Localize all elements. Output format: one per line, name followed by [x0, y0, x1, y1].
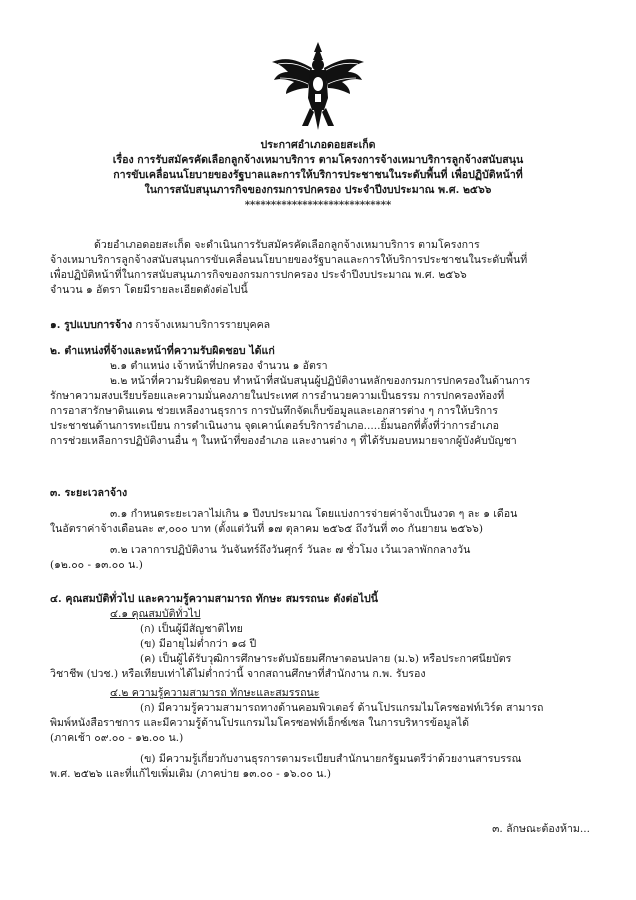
garuda-emblem-icon [268, 38, 368, 134]
section-3 [50, 486, 590, 573]
section-2-heading: ๒. ตำแหน่งที่จ้างและหน้าที่ความรับผิดชอบ ได้แก่ [50, 345, 275, 357]
separator-stars: **************************** [244, 200, 392, 211]
subject-line-2: การขับเคลื่อนนโยบายของรัฐบาลและการให้บริการประชาชนในระดับพื้นที่ เพื่อปฏิบัติหน้าที่ [113, 169, 523, 181]
section-2-2-line-2: รักษาความสงบเรียบร้อยและความมั่นคงภายในประเทศ การอำนวยความเป็นธรรม การปกครองท้องที่ [50, 390, 505, 402]
subject-line-3: ในการสนับสนุนภารกิจของกรมการปกครอง ประจำปีงบประมาณ พ.ศ. ๒๕๖๖ [144, 184, 492, 196]
section-4-1-c-line-2: วิชาชีพ (ปวช.) หรือเทียบเท่าได้ไม่ต่ำกว่านี้ จากสถานศึกษาที่สำนักงาน ก.พ. รับรอง [50, 668, 426, 680]
intro-line-1: ด้วยอำเภอดอยสะเก็ด จะดำเนินการรับสมัครคัดเลือกลูกจ้างเหมาบริการ ตามโครงการ [94, 239, 480, 251]
section-4-1-c-line-1: (ค) เป็นผู้ได้รับวุฒิการศึกษาระดับมัธยมศึกษาตอนปลาย (ม.๖) หรือประกาศนียบัตร [140, 653, 512, 665]
section-2-2-line-1: ๒.๒ หน้าที่ความรับผิดชอบ ทำหน้าที่สนับสนุนผู้ปฏิบัติงานหลักของกรมการปกครองในด้านการ [110, 375, 531, 387]
subject-line-1: เรื่อง การรับสมัครคัดเลือกลูกจ้างเหมาบริการ ตามโครงการจ้างเหมาบริการลูกจ้างสนับสนุน [112, 154, 524, 166]
section-3-2-line-2: (๑๒.๐๐ - ๑๓.๐๐ น.) [50, 559, 143, 571]
continuation-marker [50, 822, 590, 837]
section-4-2-title: ๔.๒ ความรู้ความสามารถ ทักษะและสมรรถนะ [110, 687, 320, 699]
section-1-text: การจ้างเหมาบริการรายบุคคล [132, 319, 271, 331]
section-4-2-a-line-1: (ก) มีความรู้ความสามารถทางด้านคอมพิวเตอร์ ด้านโปรแกรมไมโครซอฟท์เวิร์ด สามารถ [140, 702, 544, 714]
section-4-2-b-line-1: (ข) มีความรู้เกี่ยวกับงานธุรการตามระเบียบสำนักนายกรัฐมนตรีว่าด้วยงานสารบรรณ [140, 753, 522, 765]
section-3-heading: ๓. ระยะเวลาจ้าง [50, 487, 128, 499]
announcement-header [40, 138, 596, 213]
intro-line-4: จำนวน ๑ อัตรา โดยมีรายละเอียดดังต่อไปนี้ [50, 284, 248, 296]
section-4-1-b: (ข) มีอายุไม่ต่ำกว่า ๑๘ ปี [140, 638, 257, 650]
section-3-1-line-1: ๓.๑ กำหนดระยะเวลาไม่เกิน ๑ ปีงบประมาณ โดยแบ่งการจ่ายค่าจ้างเป็นงวด ๆ ละ ๑ เดือน [110, 508, 518, 520]
continuation-text: ๓. ลักษณะต้องห้าม... [492, 823, 590, 835]
intro-line-2: จ้างเหมาบริการลูกจ้างสนับสนุนการขับเคลื่อนนโยบายของรัฐบาลและการให้บริการประชาชนในระดับพื้นที่ [50, 254, 528, 266]
section-4 [50, 592, 590, 782]
section-1 [50, 318, 590, 333]
agency-title: ประกาศอำเภอดอยสะเก็ด [260, 139, 376, 151]
section-2-1: ๒.๑ ตำแหน่ง เจ้าหน้าที่ปกครอง จำนวน ๑ อัตรา [110, 360, 328, 372]
section-2-2-line-4: ประชาชนด้านการทะเบียน การดำเนินงาน จุดเคาน์เตอร์บริการอำเภอ.....ยิ้มนอกที่ตั้งที่ว่าการอำเภอ [50, 420, 499, 432]
section-3-1-line-2: ในอัตราค่าจ้างเดือนละ ๙,๐๐๐ บาท (ตั้งแต่วันที่ ๑๗ ตุลาคม ๒๕๖๕ ถึงวันที่ ๓๐ กันยายน ๒๕๖๖) [50, 523, 484, 535]
section-4-1-title: ๔.๑ คุณสมบัติทั่วไป [110, 608, 201, 620]
section-1-heading: ๑. รูปแบบการจ้าง [50, 319, 133, 331]
section-4-2-b-line-2: พ.ศ. ๒๕๒๖ และที่แก้ไขเพิ่มเติม (ภาคบ่าย ๑๓.๐๐ - ๑๖.๐๐ น.) [50, 768, 331, 780]
intro-paragraph [50, 238, 590, 298]
section-4-2-a-line-2: พิมพ์หนังสือราชการ และมีความรู้ด้านโปรแกรมไมโครซอฟท์เอ็กซ์เซล ในการบริหารข้อมูลได้ [50, 717, 470, 729]
section-4-heading: ๔. คุณสมบัติทั่วไป และความรู้ความสามารถ ทักษะ สมรรถนะ ดังต่อไปนี้ [50, 593, 379, 605]
section-4-1-a: (ก) เป็นผู้มีสัญชาติไทย [140, 623, 243, 635]
section-2 [50, 344, 590, 449]
section-2-2-line-5: การช่วยเหลือการปฏิบัติงานอื่น ๆ ในหน้าที่ของอำเภอ และงานต่าง ๆ ที่ได้รับมอบหมายจากผู้บังคับบัญชา [50, 435, 517, 447]
section-4-2-a-line-3: (ภาคเช้า ๐๙.๐๐ - ๑๒.๐๐ น.) [50, 732, 184, 744]
intro-line-3: เพื่อปฏิบัติหน้าที่ในการสนับสนุนภารกิจของกรมการปกครอง ประจำปีงบประมาณ พ.ศ. ๒๕๖๖ [50, 269, 467, 281]
section-3-2-line-1: ๓.๒ เวลาการปฏิบัติงาน วันจันทร์ถึงวันศุกร์ วันละ ๗ ชั่วโมง เว้นเวลาพักกลางวัน [110, 544, 471, 556]
section-2-2-line-3: การอาสารักษาดินแดน ช่วยเหลืองานธุรการ การบันทึกจัดเก็บข้อมูลและเอกสารต่าง ๆ การให้บริการ [50, 405, 498, 417]
